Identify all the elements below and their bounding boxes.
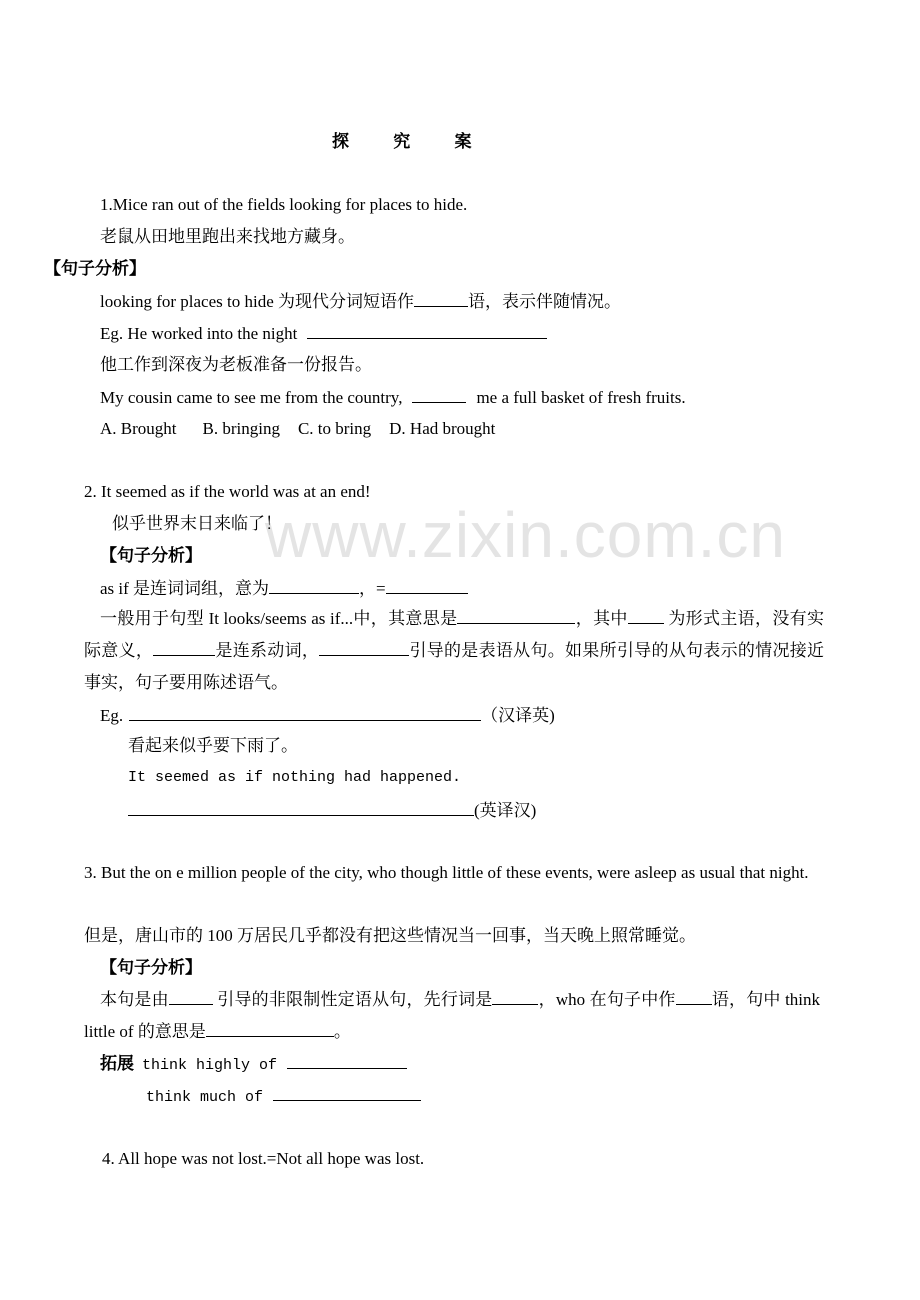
s3-ext1-text: think highly of <box>142 1057 278 1074</box>
fill-blank[interactable] <box>628 607 664 624</box>
s2-example-note: （汉译英) <box>481 706 555 725</box>
fill-blank[interactable] <box>128 799 474 816</box>
s3-translation: 但是，唐山市的 100 万居民几乎都没有把这些情况当一回事，当天晚上照常睡觉。 <box>84 926 696 945</box>
s1-question <box>100 386 686 409</box>
fill-blank[interactable] <box>492 988 538 1005</box>
option-a[interactable]: A. Brought <box>100 419 177 438</box>
s2-sentence: 2. It seemed as if the world was at an end! <box>84 482 371 501</box>
fill-blank[interactable] <box>169 988 213 1005</box>
fill-blank[interactable] <box>153 639 215 656</box>
s3-p-text-a: 本句是由 <box>100 990 169 1009</box>
fill-blank[interactable] <box>457 607 575 624</box>
fill-blank[interactable] <box>386 577 468 594</box>
s1-question-text-a: My cousin came to see me from the country, <box>100 388 403 407</box>
option-c[interactable]: C. to bring <box>297 419 372 438</box>
s1-translation: 老鼠从田地里跑出来找地方藏身。 <box>100 227 355 246</box>
fill-blank[interactable] <box>269 577 359 594</box>
s2-p-text-b: ，其中 <box>575 609 628 628</box>
fill-blank[interactable] <box>287 1052 407 1069</box>
s3-extension-label: 拓展 <box>100 1054 134 1073</box>
s1-analysis-text-a: looking for places to hide 为现代分词短语作 <box>100 292 414 311</box>
s3-p-text-d: 语，句中 think little of 的意思是 <box>84 990 821 1041</box>
s2-asif-text-a: as if 是连词词组，意为 <box>100 579 270 598</box>
s2-example2-note: (英译汉) <box>474 801 537 820</box>
s2-p-text-d: 是连系动词， <box>215 641 320 660</box>
fill-blank[interactable] <box>676 988 712 1005</box>
s3-heading: 【句子分析】 <box>100 958 202 977</box>
s1-options <box>100 418 495 440</box>
s2-paragraph <box>84 603 824 699</box>
fill-blank[interactable] <box>206 1020 334 1037</box>
fill-blank[interactable] <box>319 639 409 656</box>
fill-blank[interactable] <box>307 322 547 339</box>
fill-blank[interactable] <box>273 1084 421 1101</box>
s2-example-cn: 看起来似乎要下雨了。 <box>128 736 298 755</box>
s3-extension-1 <box>100 1052 407 1077</box>
s1-sentence: 1.Mice ran out of the fields looking for places to hide. <box>100 195 468 214</box>
s3-ext2-text: think much of <box>146 1089 264 1106</box>
s1-example-text: Eg. He worked into the night <box>100 324 298 343</box>
s1-question-text-b: me a full basket of fresh fruits. <box>476 388 686 407</box>
s3-extension-2 <box>146 1084 421 1109</box>
s3-sentence: 3. But the on e million people of the city, who though little of these events, were asleep as usual that night. <box>84 863 809 882</box>
s2-example-label: Eg. <box>100 706 124 725</box>
s2-p-text-c: 为形式主语，没有实际意义， <box>84 609 825 660</box>
s2-p-text-e: 引导的是表语从句。如果所引导的从句表示的情况接近事实，句子要用陈述语气。 <box>84 641 825 692</box>
s2-heading: 【句子分析】 <box>100 546 202 565</box>
s1-analysis-text-b: 语，表示伴随情况。 <box>468 292 621 311</box>
s2-example2-answer <box>128 799 536 822</box>
s2-example2: It seemed as if nothing had happened. <box>128 769 462 786</box>
s1-example-cn: 他工作到深夜为老板准备一份报告。 <box>100 355 372 374</box>
s3-p-text-c: ，who 在句子中作 <box>538 990 676 1009</box>
s4-sentence: 4. All hope was not lost.=Not all hope was lost. <box>102 1149 425 1168</box>
s3-p-text-e: 。 <box>333 1022 351 1041</box>
fill-blank[interactable] <box>414 290 468 307</box>
s3-p-text-b: 引导的非限制性定语从句，先行词是 <box>212 990 493 1009</box>
s2-asif <box>100 577 468 600</box>
s2-translation: 似乎世界末日来临了！ <box>112 514 282 533</box>
s2-p-text-a: 一般用于句型 It looks/seems as if...中，其意思是 <box>100 609 458 628</box>
s2-example <box>100 704 555 727</box>
page-title: 探 究 案 <box>332 132 492 151</box>
option-d[interactable]: D. Had brought <box>389 419 496 438</box>
option-b[interactable]: B. bringing <box>202 419 280 438</box>
fill-blank[interactable] <box>412 386 466 403</box>
fill-blank[interactable] <box>129 704 481 721</box>
s2-asif-text-b: ，= <box>359 579 386 598</box>
watermark: www.zixin.com.cn <box>265 499 786 571</box>
s3-paragraph <box>84 984 820 1048</box>
s1-analysis <box>100 290 621 313</box>
s1-example <box>100 322 547 345</box>
s1-heading: 【句子分析】 <box>44 259 146 278</box>
